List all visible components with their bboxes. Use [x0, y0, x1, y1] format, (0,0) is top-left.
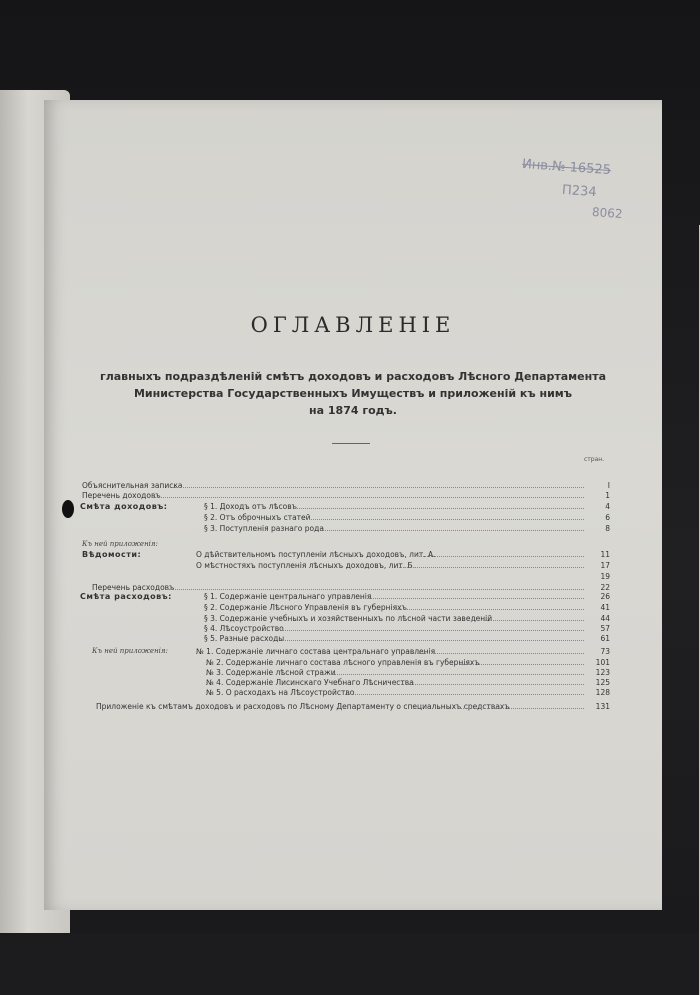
toc-entry-text: № 5. О расходахъ на Лѣсоустройство [206, 688, 355, 697]
stamp-line-1: Инв.№ 16525 [521, 156, 612, 179]
toc-entry-text: № 3. Содержаніе лѣсной стражи [206, 668, 336, 677]
toc-leader-dots [415, 647, 585, 654]
toc-entry-text: О мѣстностяхъ поступленія лѣсныхъ доходовъ, лит. Б. [196, 561, 416, 570]
toc-page-number: 19 [600, 572, 610, 581]
toc-page-number: 41 [600, 603, 610, 612]
toc-entry-text: § 2. Отъ оброчныхъ статей [204, 513, 311, 522]
toc-page-number: 128 [595, 688, 610, 697]
toc-page-number: 26 [600, 592, 610, 601]
toc-group-label: Смѣта расходовъ: [80, 592, 172, 601]
toc-page-number: 61 [600, 634, 610, 643]
toc-page-number: 131 [595, 702, 610, 711]
page-column-header: стран. [584, 456, 605, 463]
toc-leader-dots [321, 524, 584, 531]
stamp-line-2: П234 [561, 182, 598, 201]
toc-page-number: 73 [600, 647, 610, 656]
toc-leader-dots [459, 702, 584, 709]
toc-leader-dots [469, 614, 584, 621]
toc-entry-text: § 3. Содержаніе учебныхъ и хозяйственныхъ по лѣсной части заведеній [204, 614, 493, 623]
toc-leader-dots [415, 550, 585, 557]
toc-group-label: Смѣта доходовъ: [80, 502, 168, 511]
toc-entry-text: § 2. Содержаніе Лѣсного Управленія въ губерніяхъ [204, 603, 407, 612]
toc-leader-dots [152, 491, 584, 498]
subtitle-line-2: Министерства Государственныхъ Имуществъ и приложеній къ нимъ [133, 387, 573, 400]
toc-entry-text: § 5. Разные расходы [204, 634, 285, 643]
toc-page-number: 57 [600, 624, 610, 633]
toc-leader-dots [282, 624, 584, 631]
page-title: ОГЛАВЛЕНІЕ [250, 313, 456, 337]
toc-entry-text: № 1. Содержаніе личнаго состава центральнаго управленія [196, 647, 436, 656]
toc-leader-dots [166, 583, 584, 590]
toc-page-number: 17 [600, 561, 610, 570]
toc-leader-dots [343, 688, 584, 695]
toc-entry-text: § 4. Лѣсоустройство [204, 624, 284, 633]
toc-page-number: 1 [605, 491, 610, 500]
title-divider [332, 443, 370, 444]
toc-page-number: 101 [595, 658, 610, 667]
document-page [44, 100, 662, 910]
toc-page-number: 11 [600, 550, 610, 559]
toc-page-number: 125 [595, 678, 610, 687]
toc-leader-dots [393, 678, 584, 685]
toc-leader-dots [172, 481, 584, 488]
toc-group-label: Вѣдомости: [82, 550, 142, 559]
toc-page-number: 44 [600, 614, 610, 623]
toc-entry-text: № 2. Содержаніе личнаго состава лѣсного управленія въ губерніяхъ [206, 658, 480, 667]
toc-group-label: Къ ней приложенія: [92, 647, 168, 655]
toc-page-number: 22 [600, 583, 610, 592]
toc-leader-dots [360, 592, 584, 599]
toc-leader-dots [282, 634, 584, 641]
binding-hole [62, 500, 74, 518]
stamp-line-3: 8062 [591, 204, 623, 222]
toc-leader-dots [399, 561, 584, 568]
toc-entry-text: § 1. Доходъ отъ лѣсовъ [204, 502, 297, 511]
toc-entry-text: Перечень расходовъ [92, 583, 175, 592]
toc-leader-dots [323, 668, 584, 675]
toc-leader-dots [460, 658, 584, 665]
toc-page-number: 8 [605, 524, 610, 533]
toc-leader-dots [294, 502, 584, 509]
toc-page-number: 123 [595, 668, 610, 677]
toc-page-number: 4 [605, 502, 610, 511]
subtitle-line-1: главныхъ подраздѣленій смѣтъ доходовъ и расходовъ Лѣсного Департамента [99, 370, 607, 383]
toc-page-number: I [607, 481, 610, 490]
toc-entry-text: Приложеніе къ смѣтамъ доходовъ и расходовъ по Лѣсному Департаменту о специальныхъ средствахъ [96, 702, 510, 711]
subtitle-line-3: на 1874 годъ. [309, 404, 397, 417]
toc-group-label: Къ ней приложенія: [82, 540, 158, 548]
toc-entry-text: № 4. Содержаніе Лисинскаго Учебнаго Лѣсничества [206, 678, 414, 687]
toc-entry-text: § 1. Содержаніе центральнаго управленія [204, 592, 372, 601]
library-stamp [502, 152, 662, 232]
toc-entry-text: Объяснительная записка [82, 481, 183, 490]
toc-leader-dots [306, 513, 585, 520]
toc-entry-text: § 3. Поступленія разнаго рода [204, 524, 324, 533]
toc-entry-text: О дѣйствительномъ поступленіи лѣсныхъ доходовъ, лит. А. [196, 550, 436, 559]
toc-entry-text: Перечень доходовъ [82, 491, 161, 500]
toc-page-number: 6 [605, 513, 610, 522]
toc-leader-dots [395, 603, 584, 610]
